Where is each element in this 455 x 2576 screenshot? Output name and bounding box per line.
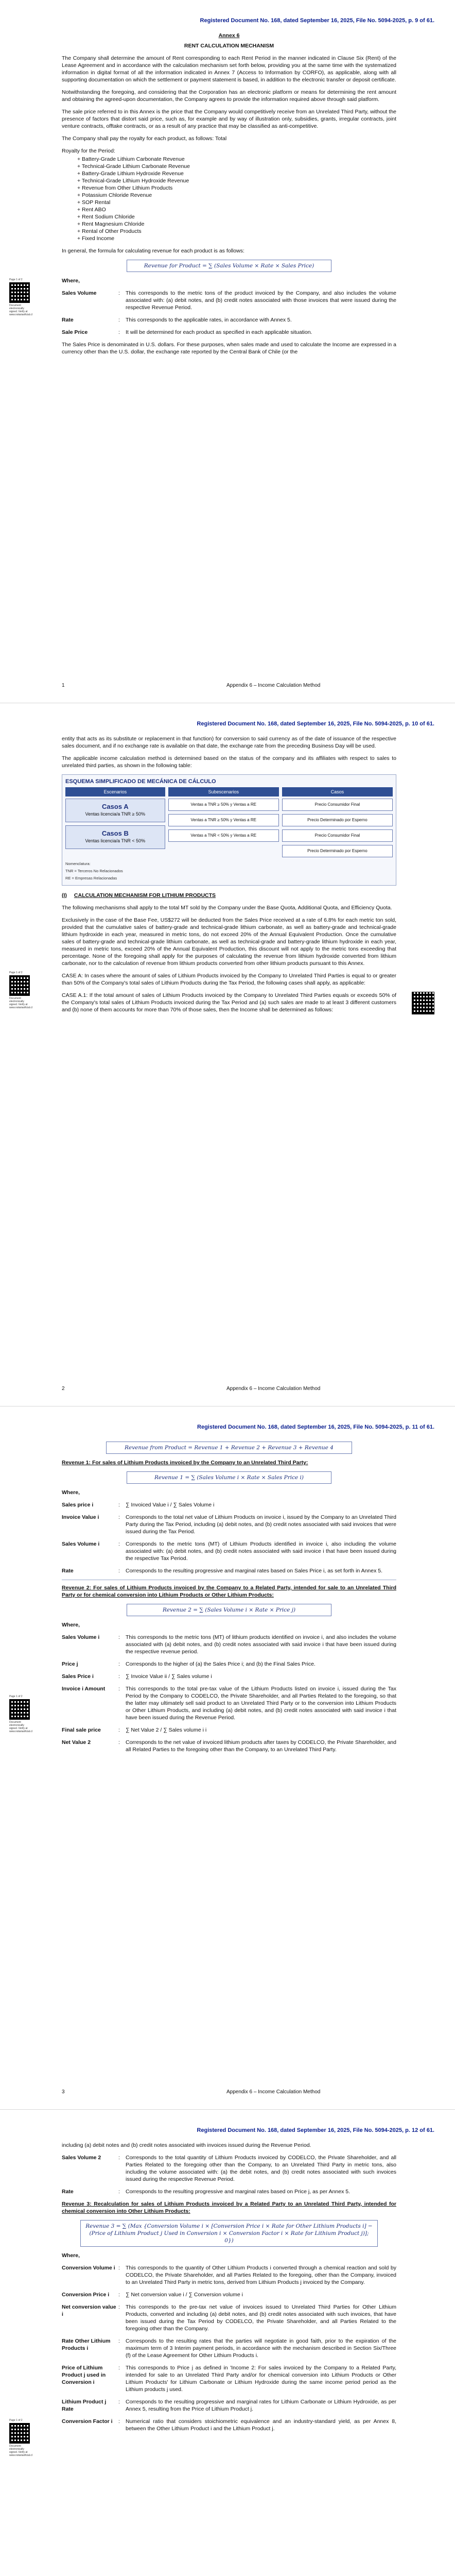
royalty-item: + Revenue from Other Lithium Products — [77, 185, 173, 191]
where-label: Where, — [62, 1489, 80, 1496]
diagram-title: ESQUEMA SIMPLIFICADO DE MECÁNICA DE CÁLCULO — [65, 778, 216, 785]
def-desc: This corresponds to the metric tons of the product invoiced by the Company, and also includes the volume associated with: (a) debit notes, and (b) credit notes associated with those invoices that were issued during the respective Revenue Period. — [126, 290, 396, 311]
diagram-note: RE = Empresas Relacionadas — [65, 876, 117, 880]
royalty-item: + Rent ABO — [77, 207, 106, 213]
revenue-formula: Revenue for Product = ∑ (Sales Volume × Rate × Sales Price) — [127, 260, 331, 272]
def-desc: Corresponds to the total quantity of Lithium Products invoiced by CODELCO, the Private Shareholder, and all Parties Related to the foregoing other than the Company, to an Unrelated Third Party in metric tons, also including the volume associated with: (a) the debit notes, and (b) credit notes associated with such invoices issued during the respective Revenue Period. — [126, 2155, 396, 2182]
diagram-header: Escenarios — [65, 787, 165, 796]
definition-row: Sales price i : ∑ Invoiced Value i / ∑ Sales Volume i — [62, 1501, 396, 1509]
def-desc: This corresponds to the total pre-tax value of the Lithium Products listed on invoice i, issued during the Tax Period by the Company to CODELCO, the Private Shareholder, and all Parties Related to the foregoing, so that the latter may ultimately sell said product to an Unrelated Third Party or to the conversion into Lithium Products or Other Lithium Products, and including (a) debit notes, and (b) credit notes associated with said invoice i that have been issued during the Revenue Period. — [126, 1686, 396, 1721]
footer-text: Appendix 6 – Income Calculation Method — [226, 1386, 321, 1392]
diagram-header: Casos — [282, 787, 393, 796]
case-a-sub: Ventas licencia/a TNR ≥ 50% — [85, 811, 145, 817]
royalty-item: + Potassium Chloride Revenue — [77, 192, 152, 198]
paragraph: entity that acts as its substitute or replacement in that function) for conversion to said currency as of the date of issuance of the respective sales document, and if no exchange rate is available on that date, the exchange rate from the preceding Business Day will be used. — [62, 736, 396, 749]
page-4 — [0, 2110, 455, 2576]
royalty-item: + Technical-Grade Lithium Hydroxide Revenue — [77, 178, 189, 184]
section-title: CALCULATION MECHANISM FOR LITHIUM PRODUCTS — [74, 892, 216, 899]
qr-code-icon[interactable] — [9, 975, 30, 996]
paragraph: In general, the formula for calculating revenue for each product is as follows: — [62, 248, 244, 254]
paragraph: The Sales Price is denominated in U.S. dollars. For these purposes, when sales made and used to calculate the Income are expressed in a currency other than the U.S. dollar, the exchange rate reported by the Central Bank of Chile (or the — [62, 342, 396, 355]
royalty-intro: Royalty for the Period: — [62, 148, 115, 154]
def-desc: Corresponds to the higher of (a) the Sales Price i; and (b) the Final Sales Price. — [126, 1661, 316, 1667]
def-term: Sales Volume i — [62, 1541, 100, 1547]
def-term: Lithium Product j Rate — [62, 2399, 107, 2412]
case-box: Precio Determinado por Esperno — [282, 814, 393, 826]
def-term: Rate — [62, 2189, 74, 2195]
royalty-item: + Battery-Grade Lithium Hydroxide Revenue — [77, 171, 184, 177]
section-number: (I) — [62, 892, 67, 899]
qr-code-icon[interactable] — [9, 282, 30, 303]
page-number: 2 — [62, 1386, 65, 1392]
definition-row: Rate Other Lithium Products i : Corresponds to the resulting rates that the parties will negotiate in good faith, prior to the expiration of the maximum term of 3 Interim payment periods, in accordance with the mechanism described in Section Six/Three (f) of the Lease Agreement for Other Lithium Products i. — [62, 2338, 396, 2359]
diagram-note: TNR = Terceros No Relacionados — [65, 869, 123, 873]
def-desc: This corresponds to the pre-tax net value of invoices issued to Unrelated Third Parties for Other Lithium Products, converted and including (a) debit notes, and (b) credit notes associated with such invoices, that have been issued during the Tax Period by CODELCO, the Private Shareholder, and all Parties Related to the foregoing other than the Company. — [126, 2304, 396, 2332]
where-label: Where, — [62, 278, 80, 284]
qr-code-icon[interactable] — [9, 2423, 30, 2444]
annex-title: Annex 6 — [218, 32, 240, 39]
side-label: Page 1 of 2 — [9, 1695, 23, 1698]
def-term: Rate Other Lithium Products i — [62, 2338, 111, 2351]
definition-row: Invoice Value i : Corresponds to the total net value of Lithium Products on invoice i, issued by the Company to an Unrelated Third Party during the Tax Period, including (a) debit notes, and (b) credit notes associated with said invoices that were issued during the Tax Period. — [62, 1514, 396, 1535]
definition-row: Lithium Product j Rate : Corresponds to the resulting progressive and marginal rates for Lithium Carbonate or Lithium Hydroxide, as per Annex 5, resulting from the Price of Lithium Product j. — [62, 2399, 396, 2412]
paragraph: The applicable income calculation method is determined based on the status of the company and its affiliates with respect to sales to unrelated third parties, as shown in the following table: — [62, 755, 396, 769]
section-heading — [62, 892, 396, 899]
page-header: Registered Document No. 168, dated September 16, 2025, File No. 5094-2025, p. 10 of 61. — [197, 721, 434, 727]
revenue-3-formula: Revenue 3 = ∑ (Max {Conversion Volume i × [Conversion Price i × Rate for Other Lithium Products i] − (Price of Lithium Product j Used in Conversion i × Conversion Factor i × Rate for Lithium Product j)]; 0}) — [80, 2220, 378, 2247]
paragraph: Exclusively in the case of the Base Fee, US$272 will be deducted from the Sales Price received at a rate of 6.8% for each metric ton sold, provided that the cumulative sales of battery-grade and technical-grade lithium carbonate, as well as battery-grade and technical-grade lithium hydroxide in each year, measured in metric tons, do not exceed 20% of the Annual Equivalent Production. Once the cumulative sales of battery-grade and technical-grade lithium carbonate, as well as technical-grade and battery-grade lithium hydroxide in each year, measured in metric tons, exceed 20% of the Annual Equivalent Production, this discount will not apply to the metric tons exceeding that percentage. None of the foregoing shall apply for the purposes of calculating the revenue from lithium hydroxide converted from lithium carbonate, nor to the calculation of revenue from lithium products converted from other lithium products pursuant to this Annex. — [62, 917, 396, 967]
sub-scenario-box: Ventas a TNR ≥ 50% y Ventas a RE — [168, 799, 279, 811]
royalty-item: + Rent Sodium Chloride — [77, 214, 135, 220]
def-term: Conversion Price i — [62, 2292, 110, 2298]
royalty-item: + Fixed Income — [77, 235, 115, 242]
def-term: Sales price i — [62, 1502, 94, 1508]
where-label: Where, — [62, 1622, 80, 1628]
side-label: Page 1 of 2 — [9, 971, 23, 974]
royalty-item: + Rent Magnesium Chloride — [77, 221, 145, 227]
def-term: Net conversion value i — [62, 2304, 116, 2317]
side-text: Document electronically signed. Verify at www.notariaoficial.cl — [9, 997, 33, 1009]
revenue-2-formula: Revenue 2 = ∑ (Sales Volume i × Rate × Price j) — [127, 1604, 331, 1616]
definition-row: Sales Volume i : This corresponds to the metric tons (MT) of lithium products identified on invoice i, and also includes the volume associated with (a) debit notes, and (b) credit notes associated with said invoice i that have been issued during the respective revenue period. — [62, 1634, 396, 1655]
qr-code-icon[interactable] — [412, 992, 434, 1014]
def-term: Sale Price — [62, 329, 88, 335]
def-desc: Corresponds to the resulting rates that the parties will negotiate in good faith, prior to the expiration of the maximum term of 3 Interim payment periods, in accordance with the mechanism described in Section Six/Three (f) of the Lease Agreement for Other Lithium Products i. — [126, 2338, 396, 2359]
def-desc: Corresponds to the resulting progressive and marginal rates for Lithium Carbonate or Lithium Hydroxide, as per Annex 5, resulting from the Price of Lithium Product j. — [126, 2399, 396, 2412]
def-term: Rate — [62, 1568, 74, 1574]
definition-row: Rate : This corresponds to the applicable rates, in accordance with Annex 5. — [62, 316, 396, 324]
def-desc: Corresponds to the resulting progressive and marginal rates based on Sales Price i, as set forth in Annex 5. — [126, 1568, 383, 1574]
sub-scenario-box: Ventas a TNR < 50% y Ventas a RE — [168, 829, 279, 842]
definition-row: Final sale price : ∑ Net Value 2 / ∑ Sales volume i i — [62, 1726, 396, 1734]
definition-row: Sale Price : It will be determined for each product as specified in each applicable situation. — [62, 329, 396, 336]
product-revenue-formula: Revenue from Product = Revenue 1 + Revenue 2 + Revenue 3 + Revenue 4 — [106, 1442, 352, 1454]
definition-row: Conversion Volume i : This corresponds to the quantity of Other Lithium Products i converted through a chemical reaction and sold by CODELCO, the Private Shareholder, and all Parties Related to the foregoing, other than the Company, invoiced to an Unrelated Third Party in metric tons, derived from Lithium Products j invoiced by the Company. — [62, 2265, 396, 2285]
case-b-title: Casos B — [101, 829, 129, 837]
def-term: Conversion Volume i — [62, 2265, 115, 2271]
def-term: Invoice i Amount — [62, 1686, 106, 1692]
side-text: Document electronically signed. Verify at www.notariaoficial.cl — [9, 304, 33, 316]
revenue-heading: Revenue 2: For sales of Lithium Products invoiced by the Company to a Related Party, intended for sale to an Unrelated Third Party or for chemical conversion into Lithium Products or Other Lithium Products: — [62, 1585, 396, 1598]
revenue-heading: Revenue 1: For sales of Lithium Products invoiced by the Company to an Unrelated Third Party: — [62, 1460, 308, 1466]
royalty-item: + Rental of Other Products — [77, 228, 142, 234]
section-title: RENT CALCULATION MECHANISM — [184, 43, 274, 49]
side-text: Document electronically signed. Verify at www.notariaoficial.cl — [9, 1721, 33, 1733]
def-term: Price j — [62, 1661, 78, 1667]
def-desc: Corresponds to the metric tons (MT) of Lithium Products identified in invoice i, also including the volume associated with: (a) debit notes, and (b) credit notes associated with said invoice i that have been issued during the respective Tax Period. — [126, 1541, 396, 1562]
revenue-1-formula: Revenue 1 = ∑ (Sales Volume i × Rate × Sales Price i) — [127, 1471, 331, 1484]
page-header: Registered Document No. 168, dated September 16, 2025, File No. 5094-2025, p. 11 of 61. — [197, 1424, 434, 1430]
def-term: Final sale price — [62, 1727, 101, 1733]
case-box: Precio Determinado por Esperno — [282, 845, 393, 857]
definition-row: Invoice i Amount : This corresponds to the total pre-tax value of the Lithium Products listed on invoice i, issued during the Tax Period by the Company to CODELCO, the Private Shareholder, and all Parties Related to the foregoing, so that the latter may ultimately sell said product to an Unrelated Third Party or to the conversion into Lithium Products or Other Lithium Products, and including (a) debit notes, and (b) credit notes associated with said invoice i that have been issued during the Revenue Period. — [62, 1686, 396, 1721]
side-stamp — [9, 278, 33, 316]
footer-text: Appendix 6 – Income Calculation Method — [226, 683, 321, 688]
page-1 — [0, 0, 455, 703]
def-term: Sales Volume i — [62, 1634, 100, 1640]
footer-text: Appendix 6 – Income Calculation Method — [226, 2089, 321, 2095]
paragraph: The Company shall determine the amount of Rent corresponding to each Rent Period in the manner indicated in Clause Six (Rent) of the Lease Agreement and in accordance with the calculation mechanism set forth below, providing you at the same time with the systematized information in digital format of all the information indicated in Annex 7 (Access to Information by CORFO), as applicable, along with all supporting documentation on which the settlement or payment statement is based, in addition to the electronic transfer or deposit certificate. — [62, 55, 396, 83]
case-b-box — [65, 825, 165, 849]
page-number: 3 — [62, 2089, 65, 2095]
def-desc: This corresponds to Price j as defined in 'Income 2: For sales invoiced by the Company to a Related Party, intended for sale to an Unrelated Third Party and/or for chemical conversion into Lithium Products or Other Lithium Products' for Lithium Carbonate or Lithium Hydroxide during the same income period period as the Lithium products j used. — [126, 2365, 396, 2393]
paragraph: including (a) debit notes and (b) credit notes associated with invoices issued during the Revenue Period. — [62, 2142, 311, 2148]
case-a-box — [65, 799, 165, 822]
def-desc: This corresponds to the metric tons (MT) of lithium products identified on invoice i, and also includes the volume associated with (a) debit notes, and (b) credit notes associated with said invoice i that have been issued during the respective revenue period. — [126, 1634, 396, 1655]
def-desc: It will be determined for each product as specified in each applicable situation. — [126, 329, 312, 335]
royalty-item: + Battery-Grade Lithium Carbonate Revenue — [77, 156, 185, 162]
definition-row: Conversion Price i : ∑ Net conversion value i / ∑ Conversion volume i — [62, 2291, 396, 2298]
def-term: Sales Price i — [62, 1673, 94, 1680]
side-label: Page 1 of 2 — [9, 2419, 23, 2422]
def-term: Conversion Factor i — [62, 2418, 113, 2425]
case-a-title: Casos A — [102, 803, 129, 810]
definition-row: Conversion Factor i : Numerical ratio that considers stoichiometric equivalence and an industry-standard yield, as per Annex 8, between the Other Lithium Product i and the Lithium Product j. — [62, 2418, 396, 2432]
paragraph: Notwithstanding the foregoing, and considering that the Corporation has an electronic platform or means for determining the rent amount and obtaining the agreed-upon documentation, the Company agrees to provide the information required above through said platform. — [62, 89, 396, 103]
def-term: Rate — [62, 317, 74, 323]
paragraph: The sale price referred to in this Annex is the price that the Company would competitively receive from an Unrelated Third Party, without the presence of factors that distort said price, such as, for example and by way of illustration only, subsidies, grants, irregular contracts, joint venture contracts, offtake contracts, or as a result of any practice that may be classified as anti-competitive. — [62, 109, 396, 129]
royalty-item: + SOP Rental — [77, 199, 111, 206]
sub-scenario-box: Ventas a TNR ≥ 50% y Ventas a RE — [168, 814, 279, 826]
diagram-header: Subescenarios — [168, 787, 279, 796]
royalty-item: + Technical-Grade Lithium Carbonate Revenue — [77, 163, 190, 170]
definition-row: Sales Volume 2 : Corresponds to the total quantity of Lithium Products invoiced by CODELCO, the Private Shareholder, and all Parties Related to the foregoing other than the Company, to an Unrelated Third Party in metric tons, also including the volume associated with: (a) the debit notes, and (b) credit notes associated with such invoices issued during the respective Revenue Period. — [62, 2155, 396, 2182]
case-b-sub: Ventas licencia/a TNR < 50% — [85, 838, 146, 843]
def-desc: ∑ Invoiced Value i / ∑ Sales Volume i — [126, 1502, 215, 1508]
page-number: 1 — [62, 683, 65, 688]
definition-row: Price j : Corresponds to the higher of (a) the Sales Price i; and (b) the Final Sales Price. — [62, 1660, 396, 1668]
def-term: Sales Volume 2 — [62, 2155, 101, 2161]
qr-code-icon[interactable] — [9, 1699, 30, 1720]
def-term: Invoice Value i — [62, 1514, 99, 1520]
def-term: Price of Lithium Product j used in Conversion i — [62, 2365, 106, 2385]
case-box: Precio Consumidor Final — [282, 799, 393, 811]
definition-row: Net Value 2 : Corresponds to the net value of invoiced lithium products after taxes by CODELCO, the Private Shareholder, and all Related Parties to the foregoing other than the Company, to an Unrelated Third Party. — [62, 1739, 396, 1753]
page-2 — [0, 703, 455, 1406]
def-desc: This corresponds to the applicable rates, in accordance with Annex 5. — [126, 317, 292, 323]
def-term: Sales Volume — [62, 290, 97, 296]
page-3 — [0, 1406, 455, 2110]
case-box: Precio Consumidor Final — [282, 829, 393, 842]
paragraph: CASE A: In cases where the amount of sales of Lithium Products invoiced by the Company to Unrelated Third Parties is equal to or greater than 50% of the Company's total sales of Lithium Products during the Tax Period, the following cases shall apply, as applicable: — [62, 973, 396, 986]
def-desc: Corresponds to the total net value of Lithium Products on invoice i, issued by the Company to an Unrelated Third Party during the Tax Period, including (a) debit notes, and (b) credit notes associated with said invoices that were issued during the Tax Period. — [126, 1514, 396, 1535]
definition-row: Net conversion value i : This corresponds to the pre-tax net value of invoices issued to Unrelated Third Parties for Other Lithium Products, converted and including (a) debit notes, and (b) credit notes associated with such invoices, that have been issued during the Tax Period by CODELCO, the Private Shareholder, and all Parties Related to the foregoing other than the Company. — [62, 2304, 396, 2332]
def-desc: ∑ Net Value 2 / ∑ Sales volume i i — [126, 1727, 207, 1733]
definition-row: Sales Volume i : Corresponds to the metric tons (MT) of Lithium Products identified in invoice i, also including the volume associated with: (a) debit notes, and (b) credit notes associated with said invoice i that have been issued during the respective Tax Period. — [62, 1541, 396, 1562]
where-label: Where, — [62, 2252, 80, 2259]
definition-row: Rate : Corresponds to the resulting progressive and marginal rates based on Sales Price i, as set forth in Annex 5. — [62, 1567, 396, 1574]
def-desc: Corresponds to the resulting progressive and marginal rates based on Price j, as per Annex 5. — [126, 2189, 350, 2195]
calculation-scheme-diagram — [62, 774, 396, 886]
def-desc: ∑ Net conversion value i / ∑ Conversion volume i — [126, 2292, 243, 2298]
def-term: Net Value 2 — [62, 1739, 91, 1745]
page-header: Registered Document No. 168, dated September 16, 2025, File No. 5094-2025, p. 9 of 61. — [200, 18, 434, 24]
def-desc: Corresponds to the net value of invoiced lithium products after taxes by CODELCO, the Private Shareholder, and all Related Parties to the foregoing other than the Company, to an Unrelated Third Party. — [126, 1739, 396, 1753]
paragraph: The following mechanisms shall apply to the total MT sold by the Company under the Base Quota, Additional Quota, and Efficiency Quota. — [62, 905, 392, 911]
def-desc: ∑ Invoice Value ii / ∑ Sales volume i — [126, 1673, 212, 1680]
page-header: Registered Document No. 168, dated September 16, 2025, File No. 5094-2025, p. 12 of 61. — [197, 2127, 434, 2133]
side-stamp — [9, 971, 33, 1009]
def-desc: This corresponds to the quantity of Other Lithium Products i converted through a chemical reaction and sold by CODELCO, the Private Shareholder, and all Parties Related to the foregoing, other than the Company, invoiced to an Unrelated Third Party in metric tons, derived from Lithium Products j invoiced by the Company. — [126, 2265, 396, 2285]
side-stamp — [9, 1695, 33, 1733]
side-stamp — [9, 2419, 33, 2457]
paragraph: The Company shall pay the royalty for each product, as follows: Total — [62, 135, 227, 142]
definition-row: Price of Lithium Product j used in Conversion i : This corresponds to Price j as defined in 'Income 2: For sales invoiced by the Company to a Related Party, intended for sale to an Unrelated Third Party and/or for chemical conversion into Lithium Products or Other Lithium Products' for Lithium Carbonate or Lithium Hydroxide during the same income period period as the Lithium products j used. — [62, 2365, 396, 2393]
side-text: Document electronically signed. Verify at www.notariaoficial.cl — [9, 2445, 33, 2457]
definition-row: Rate : Corresponds to the resulting progressive and marginal rates based on Price j, as per Annex 5. — [62, 2188, 396, 2195]
def-desc: Numerical ratio that considers stoichiometric equivalence and an industry-standard yield, as per Annex 8, between the Other Lithium Product i and the Lithium Product j. — [126, 2418, 396, 2432]
side-label: Page 1 of 2 — [9, 278, 23, 281]
revenue-heading: Revenue 3: Recalculation for sales of Lithium Products invoiced by a Related Party to an Unrelated Third Party, intended for chemical conversion into Other Lithium Products: — [62, 2201, 396, 2214]
paragraph: CASE A.1: If the total amount of sales of Lithium Products invoiced by the Company to Unrelated Third Parties equals or exceeds 50% of the Company's total sales of Lithium Products invoiced during the Tax Period and (a) such sales are made to at least 3 different customers and (b) none of them accounts for more than 70% of those sales, then the Income shall be determined as follows: — [62, 992, 396, 1013]
royalty-list — [77, 156, 396, 242]
definition-row: Sales Volume : This corresponds to the metric tons of the product invoiced by the Company, and also includes the volume associated with: (a) debit notes, and (b) credit notes associated with those invoices that were issued during the respective Revenue Period. — [62, 290, 396, 311]
diagram-note: Nomenclatura: — [65, 861, 91, 866]
definition-row: Sales Price i : ∑ Invoice Value ii / ∑ Sales volume i — [62, 1673, 396, 1680]
